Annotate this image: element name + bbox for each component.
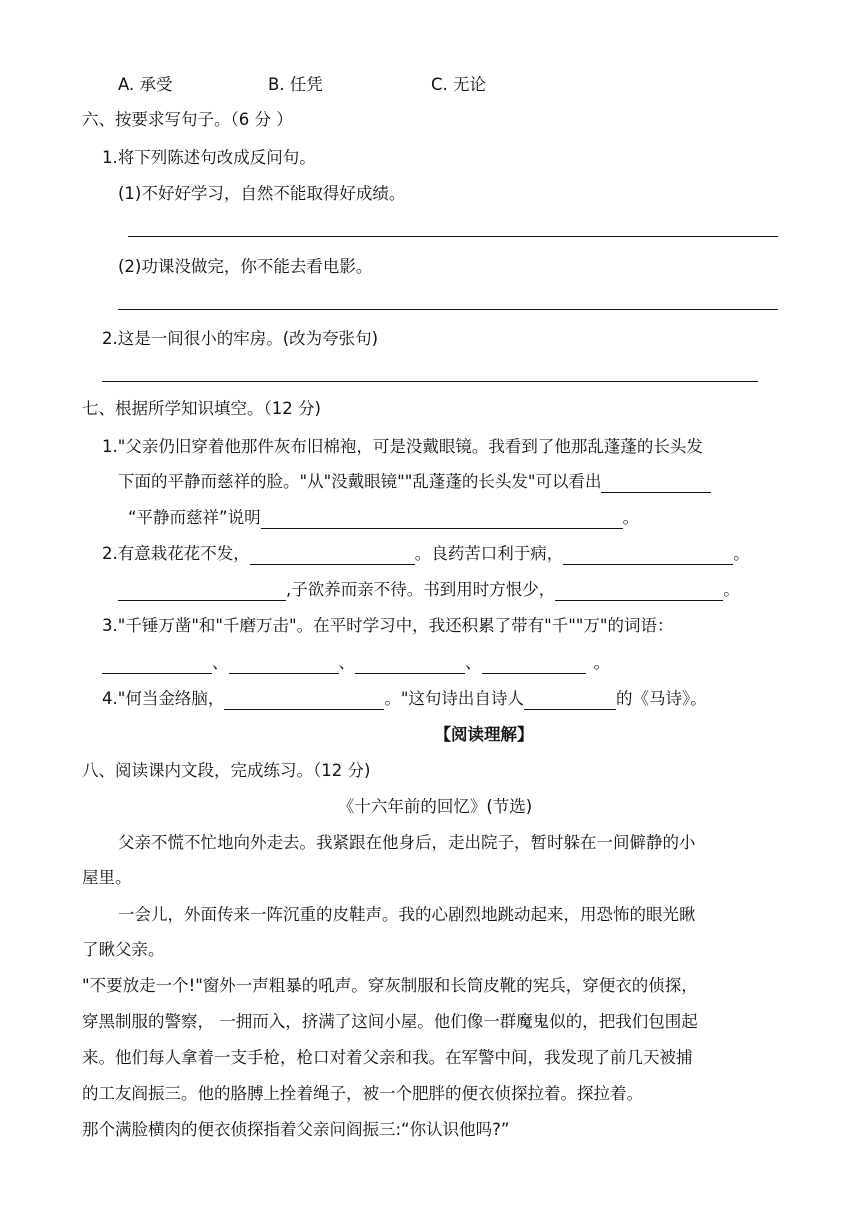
answer-line[interactable] — [128, 236, 778, 237]
blank[interactable] — [250, 546, 415, 565]
q2-text-b: 。良药苦口利于病， — [414, 544, 564, 563]
q4-text-a: 4."何当金络脑， — [102, 689, 225, 708]
section6-q1-2: (2)功课没做完，你不能去看电影。 — [118, 257, 373, 276]
passage-p3-line4: 的工友阎振三。他的胳膊上拴着绳子，被一个肥胖的便衣侦探拉着。探拉着。 — [82, 1084, 643, 1103]
blank[interactable] — [229, 655, 339, 674]
passage-p1-line1: 父亲不慌不忙地向外走去。我紧跟在他身后，走出院子，暂时躲在一间僻静的小 — [118, 833, 696, 852]
passage-p2-line2: 了瞅父亲。 — [82, 940, 165, 959]
blank[interactable] — [524, 691, 616, 710]
section7-q3-line2 — [102, 652, 610, 674]
q4-text-c: 的《马诗》。 — [615, 689, 707, 708]
q1-line2-text: 下面的平静而慈祥的脸。"从"没戴眼镜""乱蓬蓬的长头发"可以看出 — [118, 472, 602, 491]
passage-p3-line3: 来。他们每人拿着一支手枪，枪口对着父亲和我。在军警中间，我发现了前几天被捕 — [82, 1048, 693, 1067]
option-b: B. 任凭 — [268, 75, 323, 94]
option-c: C. 无论 — [431, 75, 487, 94]
separator: 、 — [465, 653, 482, 672]
separator: 、 — [338, 653, 355, 672]
q2-text-a: 2.有意栽花花不发， — [102, 544, 250, 563]
blank[interactable] — [355, 655, 465, 674]
section7-q1-line2 — [118, 471, 711, 493]
blank[interactable] — [482, 655, 586, 674]
answer-line[interactable] — [118, 309, 778, 310]
blank[interactable] — [563, 546, 733, 565]
section7-q2-line1 — [102, 543, 750, 565]
passage-p2-line1: 一会儿，外面传来一阵沉重的皮鞋声。我的心剧烈地跳动起来，用恐怖的眼光瞅 — [118, 905, 696, 924]
q2-text-d: ,子欲养而亲不待。书到用时方恨少， — [286, 580, 556, 599]
option-row — [118, 74, 486, 96]
separator: 、 — [212, 653, 229, 672]
blank[interactable] — [118, 582, 286, 601]
section7-title: 七、根据所学知识填空。（12 分) — [82, 399, 321, 418]
section6-title: 六、按要求写句子。（6 分 ） — [82, 110, 293, 129]
blank[interactable] — [261, 510, 623, 529]
passage-title: 《十六年前的回忆》(节选) — [337, 797, 533, 816]
q2-text-e: 。 — [723, 580, 740, 599]
q1-line3-end: 。 — [622, 508, 640, 527]
reading-heading: 【阅读理解】 — [434, 725, 534, 744]
passage-p3-line1: "不要放走一个!"窗外一声粗暴的吼声。穿灰制服和长筒皮靴的宪兵，穿便衣的侦探， — [82, 976, 698, 995]
section7-q2-line2 — [118, 579, 740, 601]
blank[interactable] — [102, 655, 212, 674]
q1-line3-text: “平静而慈祥”说明 — [128, 508, 261, 527]
section7-q4 — [102, 688, 707, 710]
passage-p1-line2: 屋里。 — [82, 868, 132, 887]
answer-line[interactable] — [102, 381, 758, 382]
blank[interactable] — [224, 691, 384, 710]
section6-q2: 2.这是一间很小的牢房。(改为夸张句) — [102, 329, 379, 348]
section8-title: 八、阅读课内文段，完成练习。（12 分) — [82, 761, 371, 780]
q2-text-c: 。 — [733, 544, 750, 563]
section7-q1-line3 — [128, 507, 639, 529]
passage-p3-line2: 穿黑制服的警察， 一拥而入，挤满了这间小屋。他们像一群魔鬼似的，把我们包围起 — [82, 1012, 698, 1031]
blank[interactable] — [601, 474, 711, 493]
blank[interactable] — [555, 582, 723, 601]
q3-end: 。 — [593, 653, 610, 672]
q4-text-b: 。"这句诗出自诗人 — [384, 689, 524, 708]
section7-q1-line1: 1."父亲仍旧穿着他那件灰布旧棉袍，可是没戴眼镜。我看到了他那乱蓬蓬的长头发 — [102, 437, 703, 456]
section6-q1-1: (1)不好好学习，自然不能取得好成绩。 — [118, 184, 406, 203]
option-a: A. 承受 — [118, 75, 173, 94]
passage-p4-line1: 那个满脸横肉的便衣侦探指着父亲问阎振三:“你认识他吗?” — [82, 1120, 510, 1139]
section6-q1: 1.将下列陈述句改成反问句。 — [102, 148, 316, 167]
section7-q3-line1: 3."千锤万凿"和"千磨万击"。在平时学习中，我还积累了带有"千""万"的词语： — [102, 616, 674, 635]
